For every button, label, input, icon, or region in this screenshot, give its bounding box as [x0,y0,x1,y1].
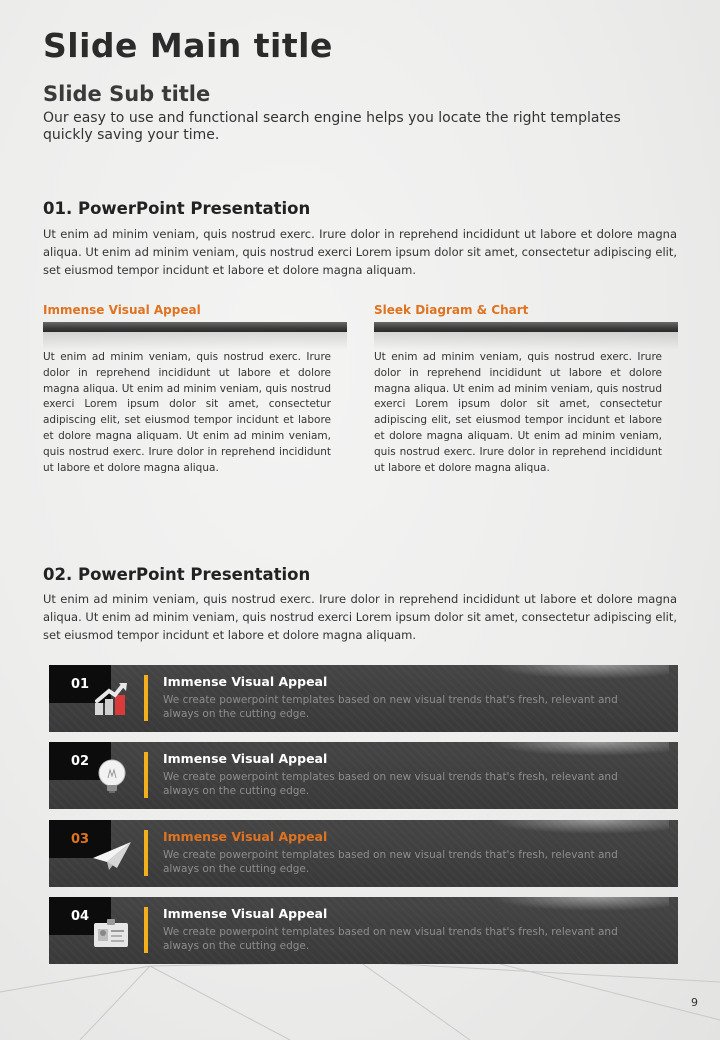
row-description: We create powerpoint templates based on new visual trends that's fresh, relevant and always on the cutting edge. [163,849,618,875]
feature-row-02 [49,742,678,809]
accent-bar [144,907,148,953]
accent-bar [144,752,148,798]
shelf-divider [374,322,678,332]
column-right [374,303,678,476]
row-description: We create powerpoint templates based on new visual trends that's fresh, relevant and always on the cutting edge. [163,926,618,952]
section1-heading: 01. PowerPoint Presentation [43,199,311,218]
shelf-divider [43,322,347,332]
shelf-shadow [43,332,347,350]
column-left [43,303,347,476]
slide-main-title: Slide Main title [43,26,333,65]
row-description: We create powerpoint templates based on new visual trends that's fresh, relevant and always on the cutting edge. [163,694,618,720]
column-left-text: Ut enim ad minim veniam, quis nostrud exerc. Irure dolor in reprehend incididunt ut labore et dolore magna aliqua. Ut enim ad minim veniam, quis nostrud exerci Lorem ipsum dolor sit amet, consectetur adipiscing elit, set eiusmod tempor incidunt et labore et dolore magna aliquam. Ut enim ad minim veniam, quis nostrud exerc. Irure dolor in reprehend incididunt ut labore et dolore magna aliqua. [43,351,331,474]
shelf-shadow [374,332,678,350]
row-glow [489,742,669,756]
row-number: 01 [49,665,111,703]
paper-plane-icon [93,834,133,874]
row-description: We create powerpoint templates based on new visual trends that's fresh, relevant and always on the cutting edge. [163,771,618,797]
column-left-title: Immense Visual Appeal [43,303,201,317]
row-glow [489,820,669,834]
row-title: Immense Visual Appeal [163,674,328,689]
row-glow [489,665,669,679]
row-title: Immense Visual Appeal [163,829,328,844]
growth-chart-icon [93,679,133,719]
row-title: Immense Visual Appeal [163,906,328,921]
row-number: 03 [49,820,111,858]
column-right-text: Ut enim ad minim veniam, quis nostrud exerc. Irure dolor in reprehend incididunt ut labore et dolore magna aliqua. Ut enim ad minim veniam, quis nostrud exerci Lorem ipsum dolor sit amet, consectetur adipiscing elit, set eiusmod tempor incidunt et labore et dolore magna aliquam. Ut enim ad minim veniam, quis nostrud exerc. Irure dolor in reprehend incididunt ut labore et dolore magna aliqua. [374,351,662,474]
page-number: 9 [691,996,698,1009]
light-bulb-icon [93,756,133,796]
row-glow [489,897,669,911]
intro-text: Our easy to use and functional search engine helps you locate the right templates quickly saving your time. [43,110,621,143]
feature-row-03 [49,820,678,887]
feature-row-04 [49,897,678,964]
feature-row-01 [49,665,678,732]
row-number: 02 [49,742,111,780]
slide-sub-title: Slide Sub title [43,82,211,106]
id-card-icon [93,911,133,951]
accent-bar [144,675,148,721]
row-number: 04 [49,897,111,935]
section2-body: Ut enim ad minim veniam, quis nostrud exerc. Irure dolor in reprehend incididunt ut labore et dolore magna aliqua. Ut enim ad minim veniam, quis nostrud exerci Lorem ipsum dolor sit amet, consectetur adipiscing elit, set eiusmod tempor incidunt et labore et dolore magna aliquam. [43,592,677,642]
section2-heading: 02. PowerPoint Presentation [43,565,311,584]
accent-bar [144,830,148,876]
row-title: Immense Visual Appeal [163,751,328,766]
section1-body: Ut enim ad minim veniam, quis nostrud exerc. Irure dolor in reprehend incididunt ut labore et dolore magna aliqua. Ut enim ad minim veniam, quis nostrud exerci Lorem ipsum dolor sit amet, consectetur adipiscing elit, set eiusmod tempor incidunt et labore et dolore magna aliquam. [43,227,677,277]
column-right-title: Sleek Diagram & Chart [374,303,529,317]
